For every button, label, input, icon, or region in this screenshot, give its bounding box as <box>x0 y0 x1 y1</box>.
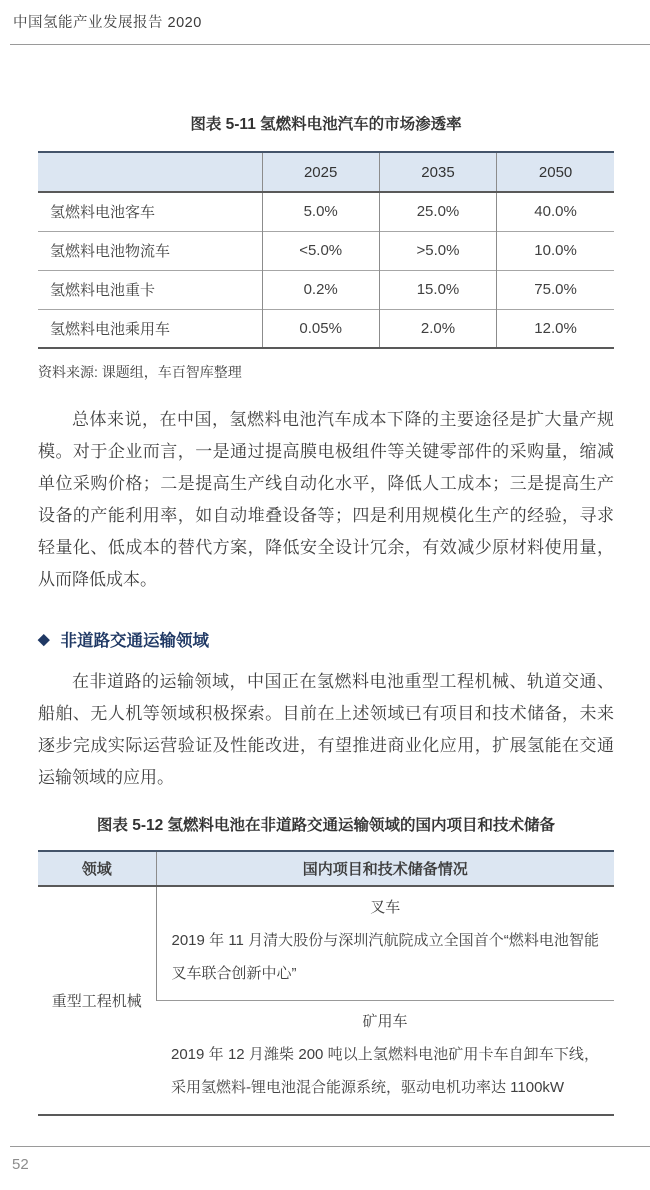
column-header-field: 领域 <box>38 851 156 886</box>
cell-value: 2.0% <box>379 309 496 348</box>
entry-description: 2019 年 11 月清大股份与深圳汽航院成立全国首个“燃料电池智能叉车联合创新中心” <box>171 932 599 982</box>
paragraph-nonroad-transport: 在非道路的运输领域，中国正在氢燃料电池重型工程机械、轨道交通、船舶、无人机等领域积极探索。目前在上述领域已有项目和技术储备，未来逐步完成实际运营验证及性能改进，有望推进商业化应用，扩展氢能在交通运输领域的应用。 <box>38 672 614 787</box>
entry-category: 叉车 <box>370 899 401 916</box>
table-row <box>38 886 614 1001</box>
entry-mining-truck <box>156 1001 614 1116</box>
section-heading-label: 非道路交通运输领域 <box>60 632 210 650</box>
cell-value: <5.0% <box>262 231 379 270</box>
row-label: 氢燃料电池客车 <box>50 204 156 222</box>
table-row <box>38 192 614 231</box>
cell-value: 75.0% <box>497 270 614 309</box>
table-row <box>38 231 614 270</box>
page-content <box>38 0 614 1116</box>
column-header-2035: 2035 <box>379 152 496 192</box>
page-number: 52 <box>12 1156 29 1173</box>
market-penetration-table <box>38 151 614 349</box>
column-header-2050: 2050 <box>497 152 614 192</box>
cell-value: 15.0% <box>379 270 496 309</box>
column-header-blank <box>38 152 262 192</box>
entry-description: 2019 年 12 月潍柴 200 吨以上氢燃料电池矿用卡车自卸车下线，采用氢燃料-锂电池混合能源系统，驱动电机功率达 1100kW <box>171 1046 599 1096</box>
report-header-title: 中国氢能产业发展报告 2020 <box>13 15 202 31</box>
cell-value: 40.0% <box>497 192 614 231</box>
table2-title: 图表 5-12 氢燃料电池在非道路交通运输领域的国内项目和技术储备 <box>96 817 556 834</box>
column-header-2025: 2025 <box>262 152 379 192</box>
footer-divider <box>10 1146 650 1147</box>
field-label: 重型工程机械 <box>51 993 142 1010</box>
row-label: 氢燃料电池乘用车 <box>38 309 262 348</box>
entry-category: 矿用车 <box>362 1013 408 1030</box>
cell-value: 10.0% <box>497 231 614 270</box>
column-header-projects: 国内项目和技术储备情况 <box>156 851 614 886</box>
section-heading-nonroad <box>38 627 614 651</box>
cell-value: 25.0% <box>379 192 496 231</box>
cell-value: 5.0% <box>262 192 379 231</box>
row-label: 氢燃料电池物流车 <box>38 231 262 270</box>
table-header-row <box>38 152 614 192</box>
nonroad-projects-table <box>38 850 614 1116</box>
paragraph-cost-reduction: 总体来说，在中国，氢燃料电池汽车成本下降的主要途径是扩大量产规模。对于企业而言，一是通过提高膜电极组件等关键零部件的采购量，缩减单位采购价格；二是提高生产线自动化水平，降低人工成本；三是提高生产设备的产能利用率，如自动堆叠设备等；四是利用规模化生产的经验，寻求轻量化、低成本的替代方案，降低安全设计冗余，有效减少原材料使用量，从而降低成本。 <box>38 410 614 589</box>
entry-forklift <box>156 886 614 1001</box>
table-header-row <box>38 851 614 886</box>
table1-title: 图表 5-11 氢燃料电池汽车的市场渗透率 <box>190 116 462 133</box>
diamond-bullet-icon: ◆ <box>38 630 50 648</box>
cell-value: 0.2% <box>262 270 379 309</box>
source-note: 资料来源: 课题组，车百智库整理 <box>38 364 242 380</box>
cell-value: >5.0% <box>379 231 496 270</box>
cell-value: 0.05% <box>262 309 379 348</box>
table-row <box>38 309 614 348</box>
cell-value: 12.0% <box>497 309 614 348</box>
table-row <box>38 270 614 309</box>
row-label: 氢燃料电池重卡 <box>38 270 262 309</box>
